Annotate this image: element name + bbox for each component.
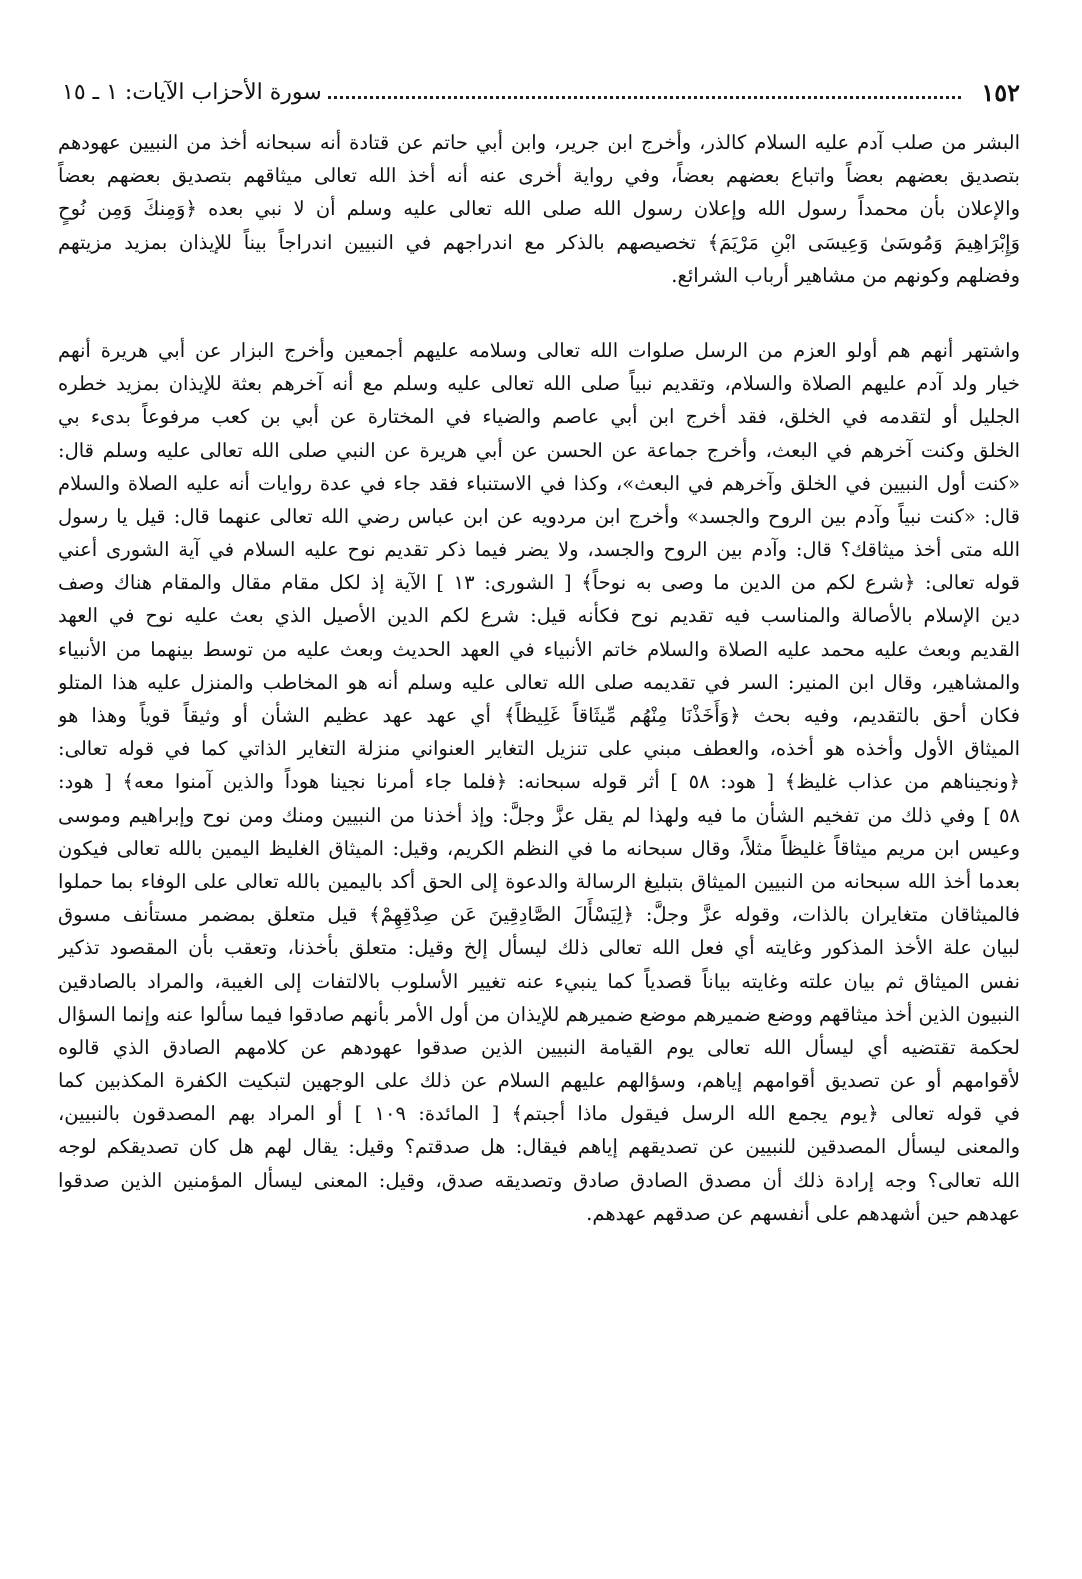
text-line: بعدما أخذ الله سبحانه من النبيين الميثاق بتبليغ الرسالة والدعوة إلى الحق أكد باليمين بالله تعالى على الوفاء بما حملوا (58, 869, 1020, 893)
paragraph-spacer (58, 292, 1020, 334)
text-line: قوله تعالى: ﴿شرع لكم من الدين ما وصى به نوحاً﴾ [ الشورى: ١٣ ] الآية إذ لكل مقام مقال والمقام هناك وصف (58, 571, 1020, 595)
page-number: ١٥٢ (981, 77, 1020, 107)
text-line: خيار ولد آدم عليهم الصلاة والسلام، وتقديم نبياً صلى الله تعالى عليه وسلم مع أنه آخرهم بعثة للإيذان بمزيد خطره (58, 372, 1020, 396)
surah-title: سورة الأحزاب الآيات: ١ ـ ١٥ (62, 79, 322, 105)
text-line: لأقوامهم أو عن تصديق أقوامهم إياهم، وسؤالهم عليهم السلام عن ذلك على الوجهين لتبكيت الكفرة المكذبين كما (58, 1069, 1020, 1093)
text-line: وَإِبْرَاهِيمَ وَمُوسَىٰ وَعِيسَى ابْنِ مَرْيَمَ﴾ تخصيصهم بالذكر مع اندراجهم في النبيين اندراجاً بيناً للإيذان بمزيد مزيتهم (58, 230, 1020, 254)
text-line: وفضلهم وكونهم من مشاهير أرباب الشرائع. (671, 263, 1020, 287)
text-line: نفس الميثاق ثم بيان علته وغايته بياناً قصدياً كما ينبيء عنه تغيير الأسلوب بالالتفات إلى الغيبة، والمراد بالصادقين (58, 969, 1020, 993)
running-header (62, 72, 1020, 112)
text-line: الله تعالى؟ وجه إرادة ذلك أن مصدق الصادق صادق وتصديقه صدق، وقيل: المعنى ليسأل المؤمنين الذين صدقوا (58, 1168, 1020, 1192)
text-line: البشر من صلب آدم عليه السلام كالذر، وأخرج ابن جرير، وابن أبي حاتم عن قتادة أنه سبحانه أخذ من النبيين عهودهم (58, 131, 1020, 154)
text-line: والمشاهير، وقال ابن المنير: السر في تقديمه صلى الله تعالى عليه وسلم أنه هو المخاطب والمنزل عليه هذا المتلو (58, 670, 1020, 694)
text-line: الله متى أخذ ميثاقك؟ قال: وآدم بين الروح والجسد، ولا يضر فيما ذكر تقديم نوح عليه السلام في آية الشورى أعني (58, 538, 1020, 562)
text-line: والمعنى ليسأل المصدقين للنبيين عن تصديقهم إياهم فيقال: هل صدقتم؟ وقيل: يقال لهم هل كان تصديقكم لوجه (58, 1135, 1020, 1159)
text-line: «كنت أول النبيين في الخلق وآخرهم في البعث»، وكذا في الاستنباء فقد جاء في عدة روايات أنه عليه الصلاة والسلام (58, 471, 1020, 495)
text-line: قال: «كنت نبياً وآدم بين الروح والجسد» وأخرج ابن مردويه عن ابن عباس رضي الله تعالى عنهما قال: قيل يا رسول (58, 504, 1020, 528)
text-line: فالميثاقان متغايران بالذات، وقوله عزَّ وجلَّ: ﴿لِيَسْأَلَ الصَّادِقِينَ عَن صِدْقِهِمْ﴾ قيل متعلق بمضمر مستأنف مسوق (58, 903, 1020, 927)
text-line: النبيون الذين أخذ ميثاقهم ووضع ضميرهم موضع ضميرهم للإيذان من أول الأمر بأنهم صادقوا فيما سألوا عنه وإنما السؤال (58, 1002, 1020, 1026)
text-line: عهدهم حين أشهدهم على أنفسهم عن صدقهم عهدهم. (586, 1201, 1020, 1225)
text-line: وعيس ابن مريم ميثاقاً غليظاً مثلاً، وقال سبحانه ما في النظم الكريم، وقيل: الميثاق الغليظ اليمين بالله تعالى فيكون (58, 836, 1020, 860)
text-line: ٥٨ ] وفي ذلك من تفخيم الشأن ما فيه ولهذا لم يقل عزَّ وجلَّ: وإذ أخذنا من النبيين ومنك ومن نوح وإبراهيم وموسى (58, 803, 1020, 827)
text-line: والإعلان بأن محمداً رسول الله وإعلان رسول الله صلى الله تعالى عليه وسلم أن لا نبي بعده ﴿وَمِنكَ وَمِن نُوحٍ (58, 197, 1020, 221)
text-line: لبيان علة الأخذ المذكور وغايته أي فعل الله تعالى ذلك ليسأل إلخ وقيل: متعلق بأخذنا، وتعقب بأن المقصود تذكير (58, 936, 1020, 960)
paragraph-1 (58, 126, 1020, 292)
text-line: القديم وبعث عليه محمد عليه الصلاة والسلام خاتم الأنبياء في العهد الحديث وبعث عليه من توسط بينهما من الأنبياء (58, 637, 1020, 661)
text-line: الجليل أو لتقدمه في الخلق، فقد أخرج ابن أبي عاصم والضياء في المختارة عن أبي بن كعب مرفوعاً بدىء بي (58, 405, 1020, 429)
text-line: الخلق وكنت آخرهم في البعث، وأخرج جماعة عن الحسن عن أبي هريرة عن النبي صلى الله تعالى عليه وسلم قال: (58, 438, 1020, 462)
text-line: لحكمة تقتضيه أي ليسأل الله تعالى يوم القيامة النبيين الذين صدقوا عهودهم عن كلامهم الصادق الذي قالوه (58, 1035, 1020, 1059)
text-line: ﴿ونجيناهم من عذاب غليظ﴾ [ هود: ٥٨ ] أثر قوله سبحانه: ﴿فلما جاء أمرنا نجينا هوداً والذين آمنوا معه﴾ [ هود: (58, 770, 1020, 794)
leader-dots (328, 96, 962, 99)
text-line: بتصديق بعضهم بعضاً واتباع بعضهم بعضاً، وفي رواية أخرى عنه أنه أخذ الله تعالى ميثاقهم بتصديق بعضهم بعضاً (58, 164, 1020, 188)
text-line: الميثاق الأول وأخذه هو أخذه، والعطف مبني على تنزيل التغاير العنواني منزلة التغاير الذاتي كما في قوله تعالى: (58, 737, 1020, 761)
text-line: دين الإسلام بالأصالة والمناسب فيه تقديم نوح فكأنه قيل: شرع لكم الدين الأصيل الذي بعث عليه نوح في العهد (58, 604, 1020, 628)
text-line: فكان أحق بالتقديم، وفيه بحث ﴿وَأَخَذْنَا مِنْهُم مِّيثَاقاً غَلِيظاً﴾ أي عهد عهد عظيم الشأن أو وثيقاً قوياً وهذا هو (58, 704, 1020, 727)
text-line: في قوله تعالى ﴿يوم يجمع الله الرسل فيقول ماذا أجبتم﴾ [ المائدة: ١٠٩ ] أو المراد بهم المصدقون بالنبيين، (58, 1102, 1020, 1126)
paragraph-2 (58, 334, 1020, 1230)
text-line: واشتهر أنهم هم أولو العزم من الرسل صلوات الله تعالى وسلامه عليهم أجمعين وأخرج البزار عن أبي هريرة أنهم (58, 338, 1020, 362)
body-text (58, 126, 1020, 1230)
